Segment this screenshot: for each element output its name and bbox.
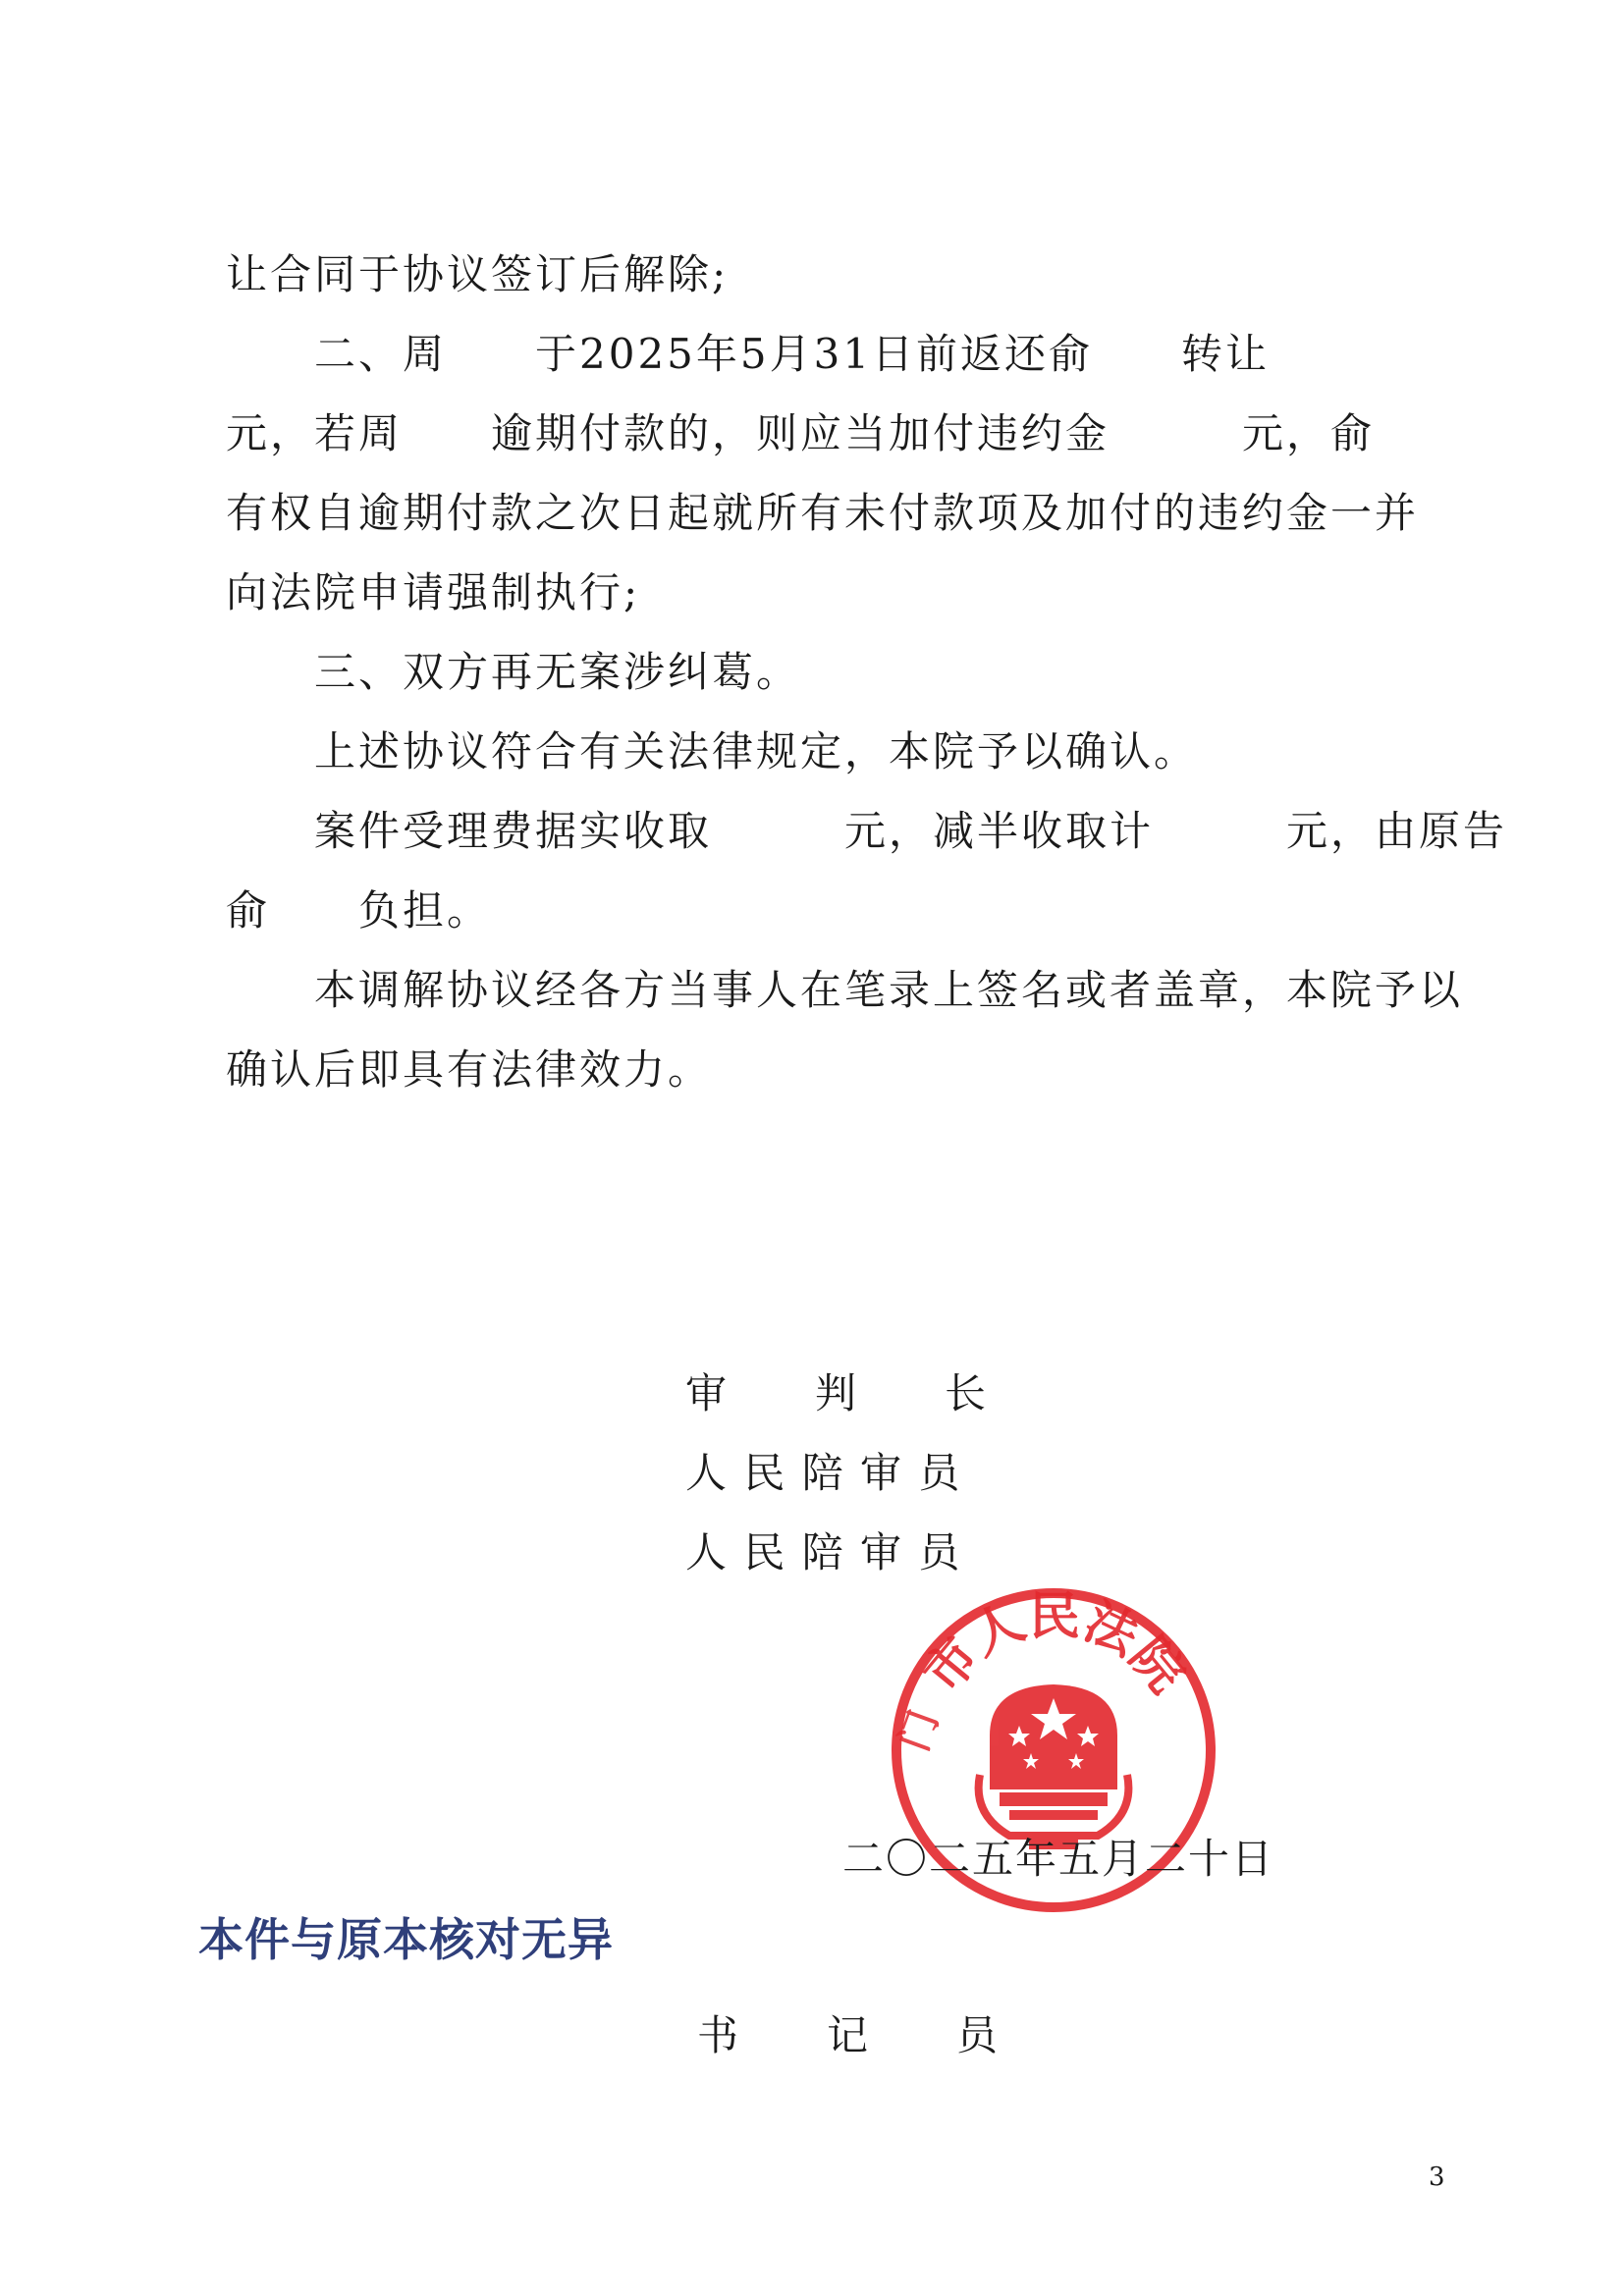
signature-clerk: 书 记 员 [697,2011,1001,2059]
signature-juror-2: 人 民 陪 审 员 [685,1528,962,1576]
seal-text-left: 门 [892,1704,948,1757]
seal-text-top: 市人民法院 [913,1587,1196,1704]
body-line-7: 上述协议符合有关法律规定，本院予以确认。 [314,727,1199,775]
body-line-2: 二、周 于2025年5月31日前返还俞 转让 [314,330,1271,378]
body-line-8: 案件受理费据实收取 元，减半收取计 元，由原告 [314,807,1508,855]
body-line-3: 元，若周 逾期付款的，则应当加付违约金 元，俞 [226,409,1376,457]
signature-juror-1: 人 民 陪 审 员 [685,1449,962,1497]
signature-presiding-judge: 审 判 长 [685,1369,989,1417]
certification-stamp: 本件与原本核对无异 [198,1913,614,1966]
body-line-10: 本调解协议经各方当事人在笔录上签名或者盖章，本院予以 [314,966,1464,1014]
body-line-9: 俞 负担。 [226,886,492,934]
body-line-4: 有权自逾期付款之次日起就所有未付款项及加付的违约金一并 [226,489,1420,537]
document-date: 二〇二五年五月二十日 [842,1835,1275,1883]
page-number: 3 [1429,2163,1445,2192]
body-line-11: 确认后即具有法律效力。 [226,1045,713,1094]
body-line-1: 让合同于协议签订后解除; [226,250,730,298]
body-line-6: 三、双方再无案涉纠葛。 [314,648,801,696]
body-line-5: 向法院申请强制执行; [226,568,641,616]
